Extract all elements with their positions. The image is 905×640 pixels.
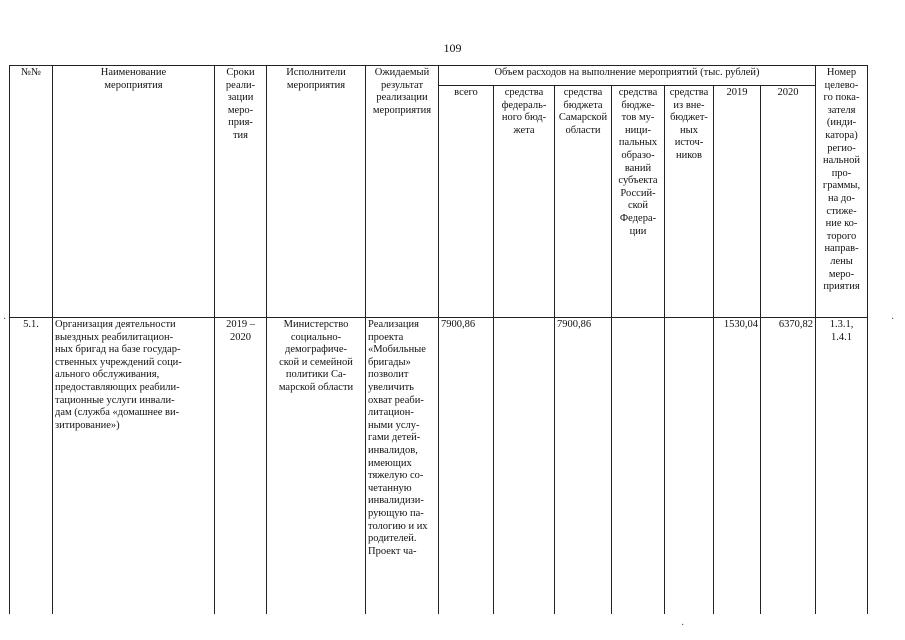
row-num: 5.1. <box>10 318 53 614</box>
header-total: всего <box>439 86 494 318</box>
header-regional: средства бюджета Самарской области <box>555 86 612 318</box>
row-indicator: 1.3.1, 1.4.1 <box>816 318 868 614</box>
row-federal <box>494 318 555 614</box>
header-row-1 <box>10 66 868 86</box>
row-result: Реализация проекта «Мобильные бригады» позволит увеличить охват реаби- литацион- ными услу- гами детей- инвалидов, имеющих тяжелую со- четанную инвалидизи- рующую па- тологию и их родителей. Проект ча- <box>366 318 439 614</box>
header-indicator: Номер целево- го пока- зателя (инди- катора) регио- нальной про- граммы, на до- стиже- ние ко- торого направ- лены меро- приятия <box>816 66 868 318</box>
row-regional: 7900,86 <box>555 318 612 614</box>
header-2020: 2020 <box>761 86 816 318</box>
scan-speck: · <box>681 620 685 631</box>
activities-table <box>9 65 868 614</box>
row-2019: 1530,04 <box>714 318 761 614</box>
scan-speck: · <box>891 314 895 325</box>
header-2019: 2019 <box>714 86 761 318</box>
row-municipal <box>612 318 665 614</box>
row-executors: Министерство социально- демографиче- ской и семейной политики Са- марской области <box>267 318 366 614</box>
header-expenses: Объем расходов на выполнение мероприятий (тыс. рублей) <box>439 66 816 86</box>
table-row <box>10 318 868 614</box>
row-period: 2019 – 2020 <box>215 318 267 614</box>
page-number: 109 <box>443 41 462 55</box>
header-other: средства из вне- бюджет- ных источ- ников <box>665 86 714 318</box>
header-period: Сроки реали- зации меро- прия- тия <box>215 66 267 318</box>
header-num: №№ <box>10 66 53 318</box>
header-municipal: средства бюдже- тов му- ници- пальных образо- ваний субъекта Россий- ской Федера- ции <box>612 86 665 318</box>
header-federal: средства федераль- ного бюд- жета <box>494 86 555 318</box>
header-executors: Исполнители мероприятия <box>267 66 366 318</box>
row-total: 7900,86 <box>439 318 494 614</box>
scan-speck: · <box>3 314 7 325</box>
row-name: Организация деятельности выездных реабилитацион- ных бригад на базе государ- ственных учреждений соци- ального обслуживания, предоставляющих реабили- тационные услуги инвали- дам (служба «домашнее ви- зитирование») <box>53 318 215 614</box>
row-other <box>665 318 714 614</box>
header-name: Наименование мероприятия <box>53 66 215 318</box>
row-2020: 6370,82 <box>761 318 816 614</box>
header-result: Ожидаемый результат реализации мероприятия <box>366 66 439 318</box>
